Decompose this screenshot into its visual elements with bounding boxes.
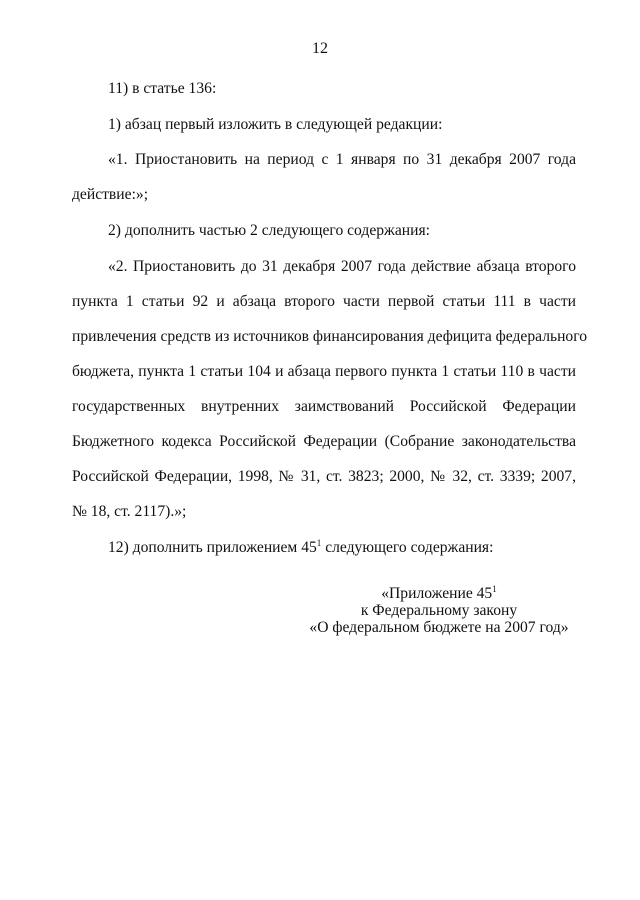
- page-number: 12: [312, 40, 328, 57]
- item-12-text: [108, 538, 493, 558]
- quote-2-line-8: № 18, ст. 2117).»;: [72, 503, 187, 520]
- subitem-2-text: 2) дополнить частью 2 следующего содержания:: [108, 222, 430, 239]
- quote-2-line-2: пункта 1 статьи 92 и абзаца второго части первой статьи 111 в части: [72, 293, 576, 310]
- item-11-heading: 11) в статье 136:: [108, 80, 217, 97]
- quote-2-line-6: Бюджетного кодекса Российской Федерации (Собрание законодательства: [72, 433, 576, 450]
- quote-1-line-2: действие:»;: [72, 186, 149, 203]
- item-12-tail: следующего содержания:: [321, 539, 494, 556]
- annex-title: «Приложение 45: [381, 585, 493, 602]
- subitem-1-text: 1) абзац первый изложить в следующей редакции:: [108, 116, 443, 133]
- annex-header-line-3: «О федеральном бюджете на 2007 год»: [309, 619, 569, 636]
- quote-2-line-5: государственных внутренних заимствований Российской Федерации: [72, 398, 576, 415]
- quote-2-line-1: «2. Приостановить до 31 декабря 2007 года действие абзаца второго: [108, 258, 576, 275]
- quote-2-line-4: бюджета, пункта 1 статьи 104 и абзаца первого пункта 1 статьи 110 в части: [72, 363, 576, 380]
- item-12-superscript: 1: [316, 538, 322, 548]
- annex-header-line-2: к Федеральному закону: [360, 602, 518, 619]
- annex-title-superscript: 1: [492, 584, 497, 594]
- quote-2-line-3: привлечения средств из источников финансирования дефицита федерального: [72, 328, 588, 345]
- quote-1-line-1: «1. Приостановить на период с 1 января по 31 декабря 2007 года: [108, 151, 576, 168]
- item-12-main: 12) дополнить приложением 45: [108, 539, 317, 556]
- quote-2-line-7: Российской Федерации, 1998, № 31, ст. 3823; 2000, № 32, ст. 3339; 2007,: [72, 468, 576, 485]
